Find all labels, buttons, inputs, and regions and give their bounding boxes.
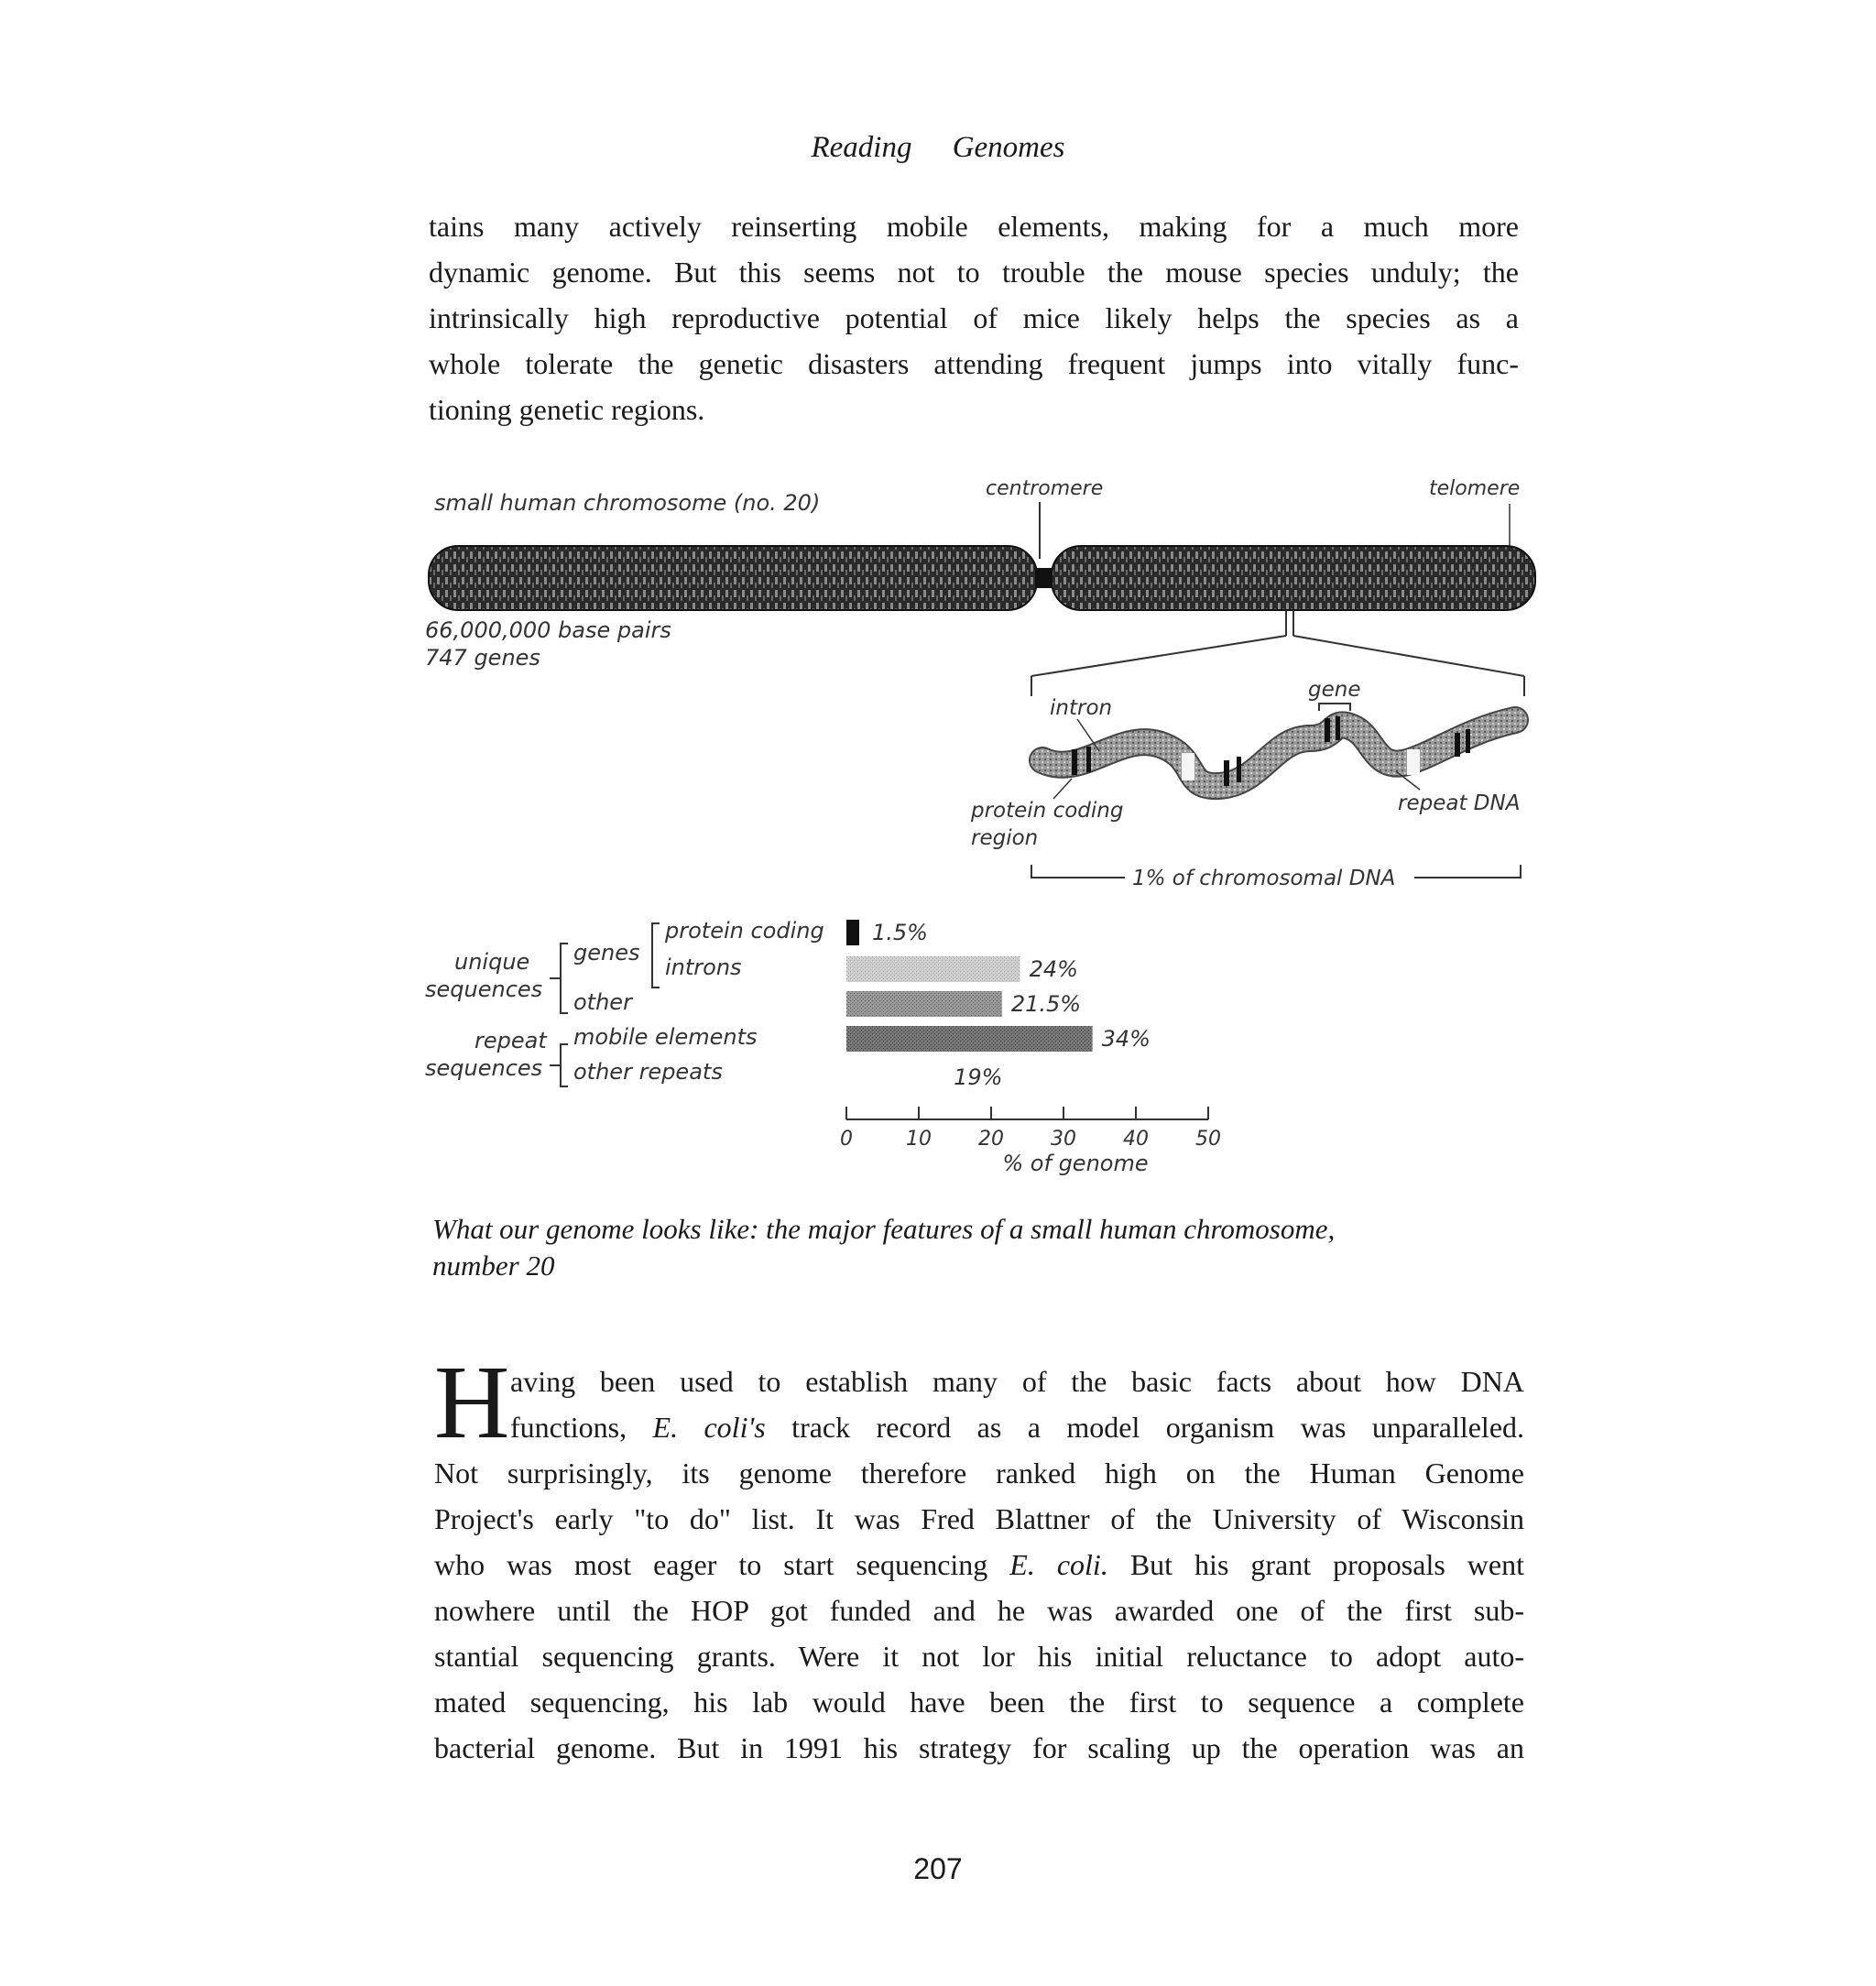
category-label: other: [573, 989, 632, 1015]
dna-strand: [1042, 716, 1515, 786]
text-line: tains many actively reinserting mobile elements, making for a much more: [429, 210, 1519, 243]
span-label: 1% of chromosomal DNA: [1132, 867, 1396, 890]
x-tick-label: 50: [1195, 1128, 1221, 1151]
text-line: dynamic genome. But this seems not to trouble the mouse species unduly; the: [429, 256, 1519, 289]
bar-value-label: 34%: [1101, 1026, 1151, 1052]
text-line: bacterial genome. But in 1991 his strategy for scaling up the operation was an: [434, 1731, 1524, 1764]
text-span: functions,: [510, 1411, 653, 1444]
base-pairs-label: 66,000,000 base pairs: [425, 617, 671, 643]
bar-value-label: 1.5%: [872, 920, 928, 945]
x-axis-label: % of genome: [1002, 1151, 1149, 1176]
group-unique-label-2: sequences: [425, 977, 543, 1002]
group-unique-label: unique: [454, 949, 530, 975]
text-line: whole tolerate the genetic disasters attending frequent jumps into vitally func-: [429, 347, 1519, 380]
chromosome-arm-right: [1052, 546, 1535, 610]
category-label: protein coding: [665, 918, 824, 944]
text-line: aving been used to establish many of the basic facts about how DNA: [510, 1365, 1524, 1398]
x-tick-label: 0: [840, 1128, 853, 1151]
text-line: [434, 1542, 1524, 1588]
repeat-dna-label: repeat DNA: [1398, 791, 1521, 815]
figure-caption: [432, 1211, 1458, 1284]
chromosome-arm-left: [429, 546, 1037, 610]
caption-line: number 20: [432, 1249, 555, 1282]
species-name: E. coli's: [652, 1411, 766, 1444]
text-line: stantial sequencing grants. Were it not lor his initial reluctance to adopt auto-: [434, 1640, 1524, 1673]
category-label: mobile elements: [573, 1024, 758, 1050]
bar-mobile-elements: [846, 1026, 1093, 1052]
text-span: But his grant proposals went: [1107, 1548, 1525, 1581]
text-line: intrinsically high reproductive potential of mice likely helps the species as a: [429, 301, 1519, 334]
group-repeat-label-2: sequences: [425, 1055, 543, 1081]
running-head: Reading Genomes: [811, 131, 1065, 164]
caption-line: What our genome looks like: the major features of a small human chromosome,: [432, 1213, 1336, 1245]
chromosome: [429, 546, 1535, 610]
text-line: tioning genetic regions.: [429, 393, 705, 426]
species-name: E. coli.: [1009, 1548, 1108, 1581]
protein-coding-leader: [1053, 779, 1072, 799]
bar-introns: [846, 956, 1020, 982]
chromosome-label: small human chromosome (no. 20): [434, 490, 821, 516]
bar-value-label: 24%: [1029, 956, 1078, 982]
protein-coding-label-2: region: [971, 826, 1039, 850]
group-repeat-label: repeat: [474, 1028, 547, 1053]
text-line: Not surprisingly, its genome therefore ranked high on the Human Genome: [434, 1457, 1524, 1490]
gene-label: gene: [1308, 678, 1361, 702]
page-number: 207: [913, 1852, 963, 1885]
bar-value-label: 21.5%: [1010, 991, 1082, 1017]
gene-count-label: 747 genes: [425, 645, 540, 671]
intron-label: intron: [1050, 696, 1113, 720]
body-paragraph-bottom: [434, 1359, 1524, 1771]
text-span: who was most eager to start sequencing: [434, 1548, 1010, 1581]
x-tick-label: 20: [978, 1128, 1004, 1151]
drop-cap: H: [434, 1344, 510, 1460]
text-line: Project's early "to do" list. It was Fred Blattner of the University of Wisconsin: [434, 1502, 1524, 1535]
x-tick-label: 10: [906, 1128, 932, 1151]
bar-value-label: 19%: [954, 1064, 1003, 1090]
telomere-label: telomere: [1429, 477, 1521, 500]
group-genes-label: genes: [573, 940, 640, 966]
genome-composition-chart: [573, 918, 1221, 1176]
zoom-bracket: [1031, 610, 1524, 696]
centromere-label: centromere: [986, 477, 1104, 500]
text-span: track record as a model organism was unparalleled.: [765, 1411, 1525, 1444]
bar-protein-coding: [846, 920, 859, 945]
text-line: [434, 1404, 1524, 1450]
category-label: introns: [665, 955, 742, 980]
category-label: other repeats: [573, 1059, 723, 1085]
text-line: nowhere until the HOP got funded and he was awarded one of the first sub-: [434, 1594, 1524, 1627]
x-tick-label: 30: [1051, 1128, 1076, 1151]
text-line: mated sequencing, his lab would have been the first to sequence a complete: [434, 1686, 1524, 1719]
protein-coding-label: protein coding: [971, 799, 1124, 823]
x-tick-label: 40: [1123, 1128, 1149, 1151]
gene-bracket: [1319, 704, 1350, 711]
bar-other: [846, 991, 1002, 1017]
